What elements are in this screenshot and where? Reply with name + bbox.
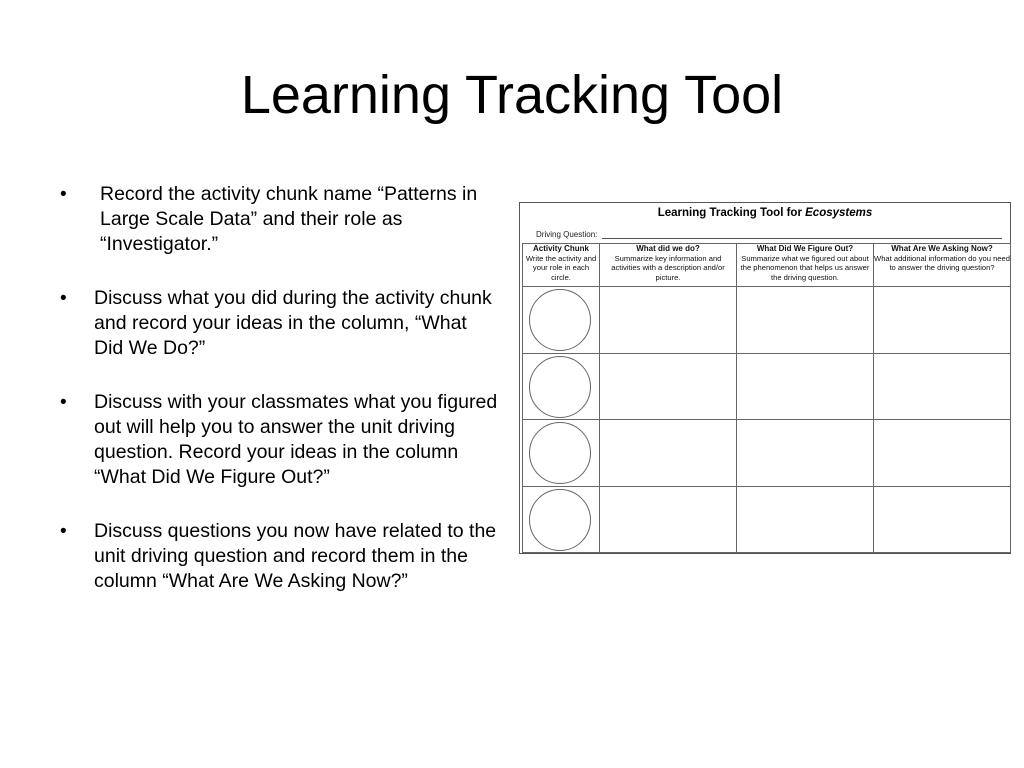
activity-chunk-cell — [523, 420, 600, 487]
driving-question-label: Driving Question: — [536, 230, 598, 239]
column-instruction: What additional information do you need to answer the driving question? — [874, 253, 1010, 272]
worksheet-header-row — [523, 244, 1011, 287]
worksheet-row — [523, 420, 1011, 487]
worksheet-cell — [737, 287, 874, 354]
worksheet-row — [523, 353, 1011, 420]
activity-circle — [529, 289, 591, 351]
slide-title: Learning Tracking Tool — [240, 65, 784, 125]
worksheet-row — [523, 287, 1011, 354]
bullet-icon: • — [60, 184, 67, 205]
worksheet-row — [523, 486, 1011, 553]
bullet-item — [60, 519, 500, 594]
worksheet-cell — [600, 420, 737, 487]
worksheet-image — [519, 202, 1011, 554]
activity-circle — [529, 356, 591, 418]
worksheet-cell — [874, 287, 1011, 354]
worksheet-cell — [600, 353, 737, 420]
worksheet-column-header — [600, 244, 737, 287]
worksheet-cell — [737, 486, 874, 553]
worksheet-title-prefix: Learning Tracking Tool for — [657, 207, 806, 219]
bullet-text: Discuss questions you now have related to the unit driving question and record them in the column “What Are We Asking Now?” — [94, 520, 497, 592]
worksheet-title — [520, 207, 1010, 219]
activity-chunk-cell — [523, 486, 600, 553]
activity-circle — [529, 489, 591, 551]
bullet-item — [60, 390, 500, 490]
bullet-item — [60, 286, 500, 361]
bullet-text: Discuss with your classmates what you figured out will help you to answer the unit driving question. Record your ideas in the column “What Did We Figure Out?” — [94, 391, 498, 488]
bullet-text: Discuss what you did during the activity chunk and record your ideas in the column, “What Did We Do?” — [94, 287, 492, 359]
activity-chunk-cell — [523, 287, 600, 354]
bullet-icon: • — [60, 288, 67, 309]
bullet-icon: • — [60, 392, 67, 413]
column-instruction: Summarize key information and activities with a description and/or picture. — [611, 253, 725, 282]
column-heading: What did we do? — [636, 244, 700, 253]
worksheet-column-header — [874, 244, 1011, 287]
bullet-text: Record the activity chunk name “Patterns in Large Scale Data” and their role as “Investigator.” — [100, 183, 478, 255]
worksheet-cell — [874, 420, 1011, 487]
bullet-item — [60, 182, 500, 257]
column-heading: What Did We Figure Out? — [756, 244, 854, 253]
worksheet-column-header — [523, 244, 600, 287]
worksheet-cell — [737, 353, 874, 420]
worksheet-cell — [600, 287, 737, 354]
activity-circle — [529, 422, 591, 484]
bullet-icon: • — [60, 521, 67, 542]
worksheet-title-topic: Ecosystems — [805, 207, 873, 219]
bullet-list — [60, 182, 500, 623]
activity-chunk-cell — [523, 353, 600, 420]
worksheet-table — [522, 243, 1011, 553]
worksheet-column-header — [737, 244, 874, 287]
column-heading: Activity Chunk — [532, 244, 589, 253]
worksheet-cell — [874, 486, 1011, 553]
column-instruction: Write the activity and your role in each circle. — [525, 253, 597, 282]
column-heading: What Are We Asking Now? — [891, 244, 993, 253]
worksheet-cell — [874, 353, 1011, 420]
column-instruction: Summarize what we figured out about the phenomenon that helps us answer the driving question. — [740, 253, 870, 282]
driving-question-line — [602, 238, 1002, 239]
worksheet-cell — [600, 486, 737, 553]
worksheet-cell — [737, 420, 874, 487]
